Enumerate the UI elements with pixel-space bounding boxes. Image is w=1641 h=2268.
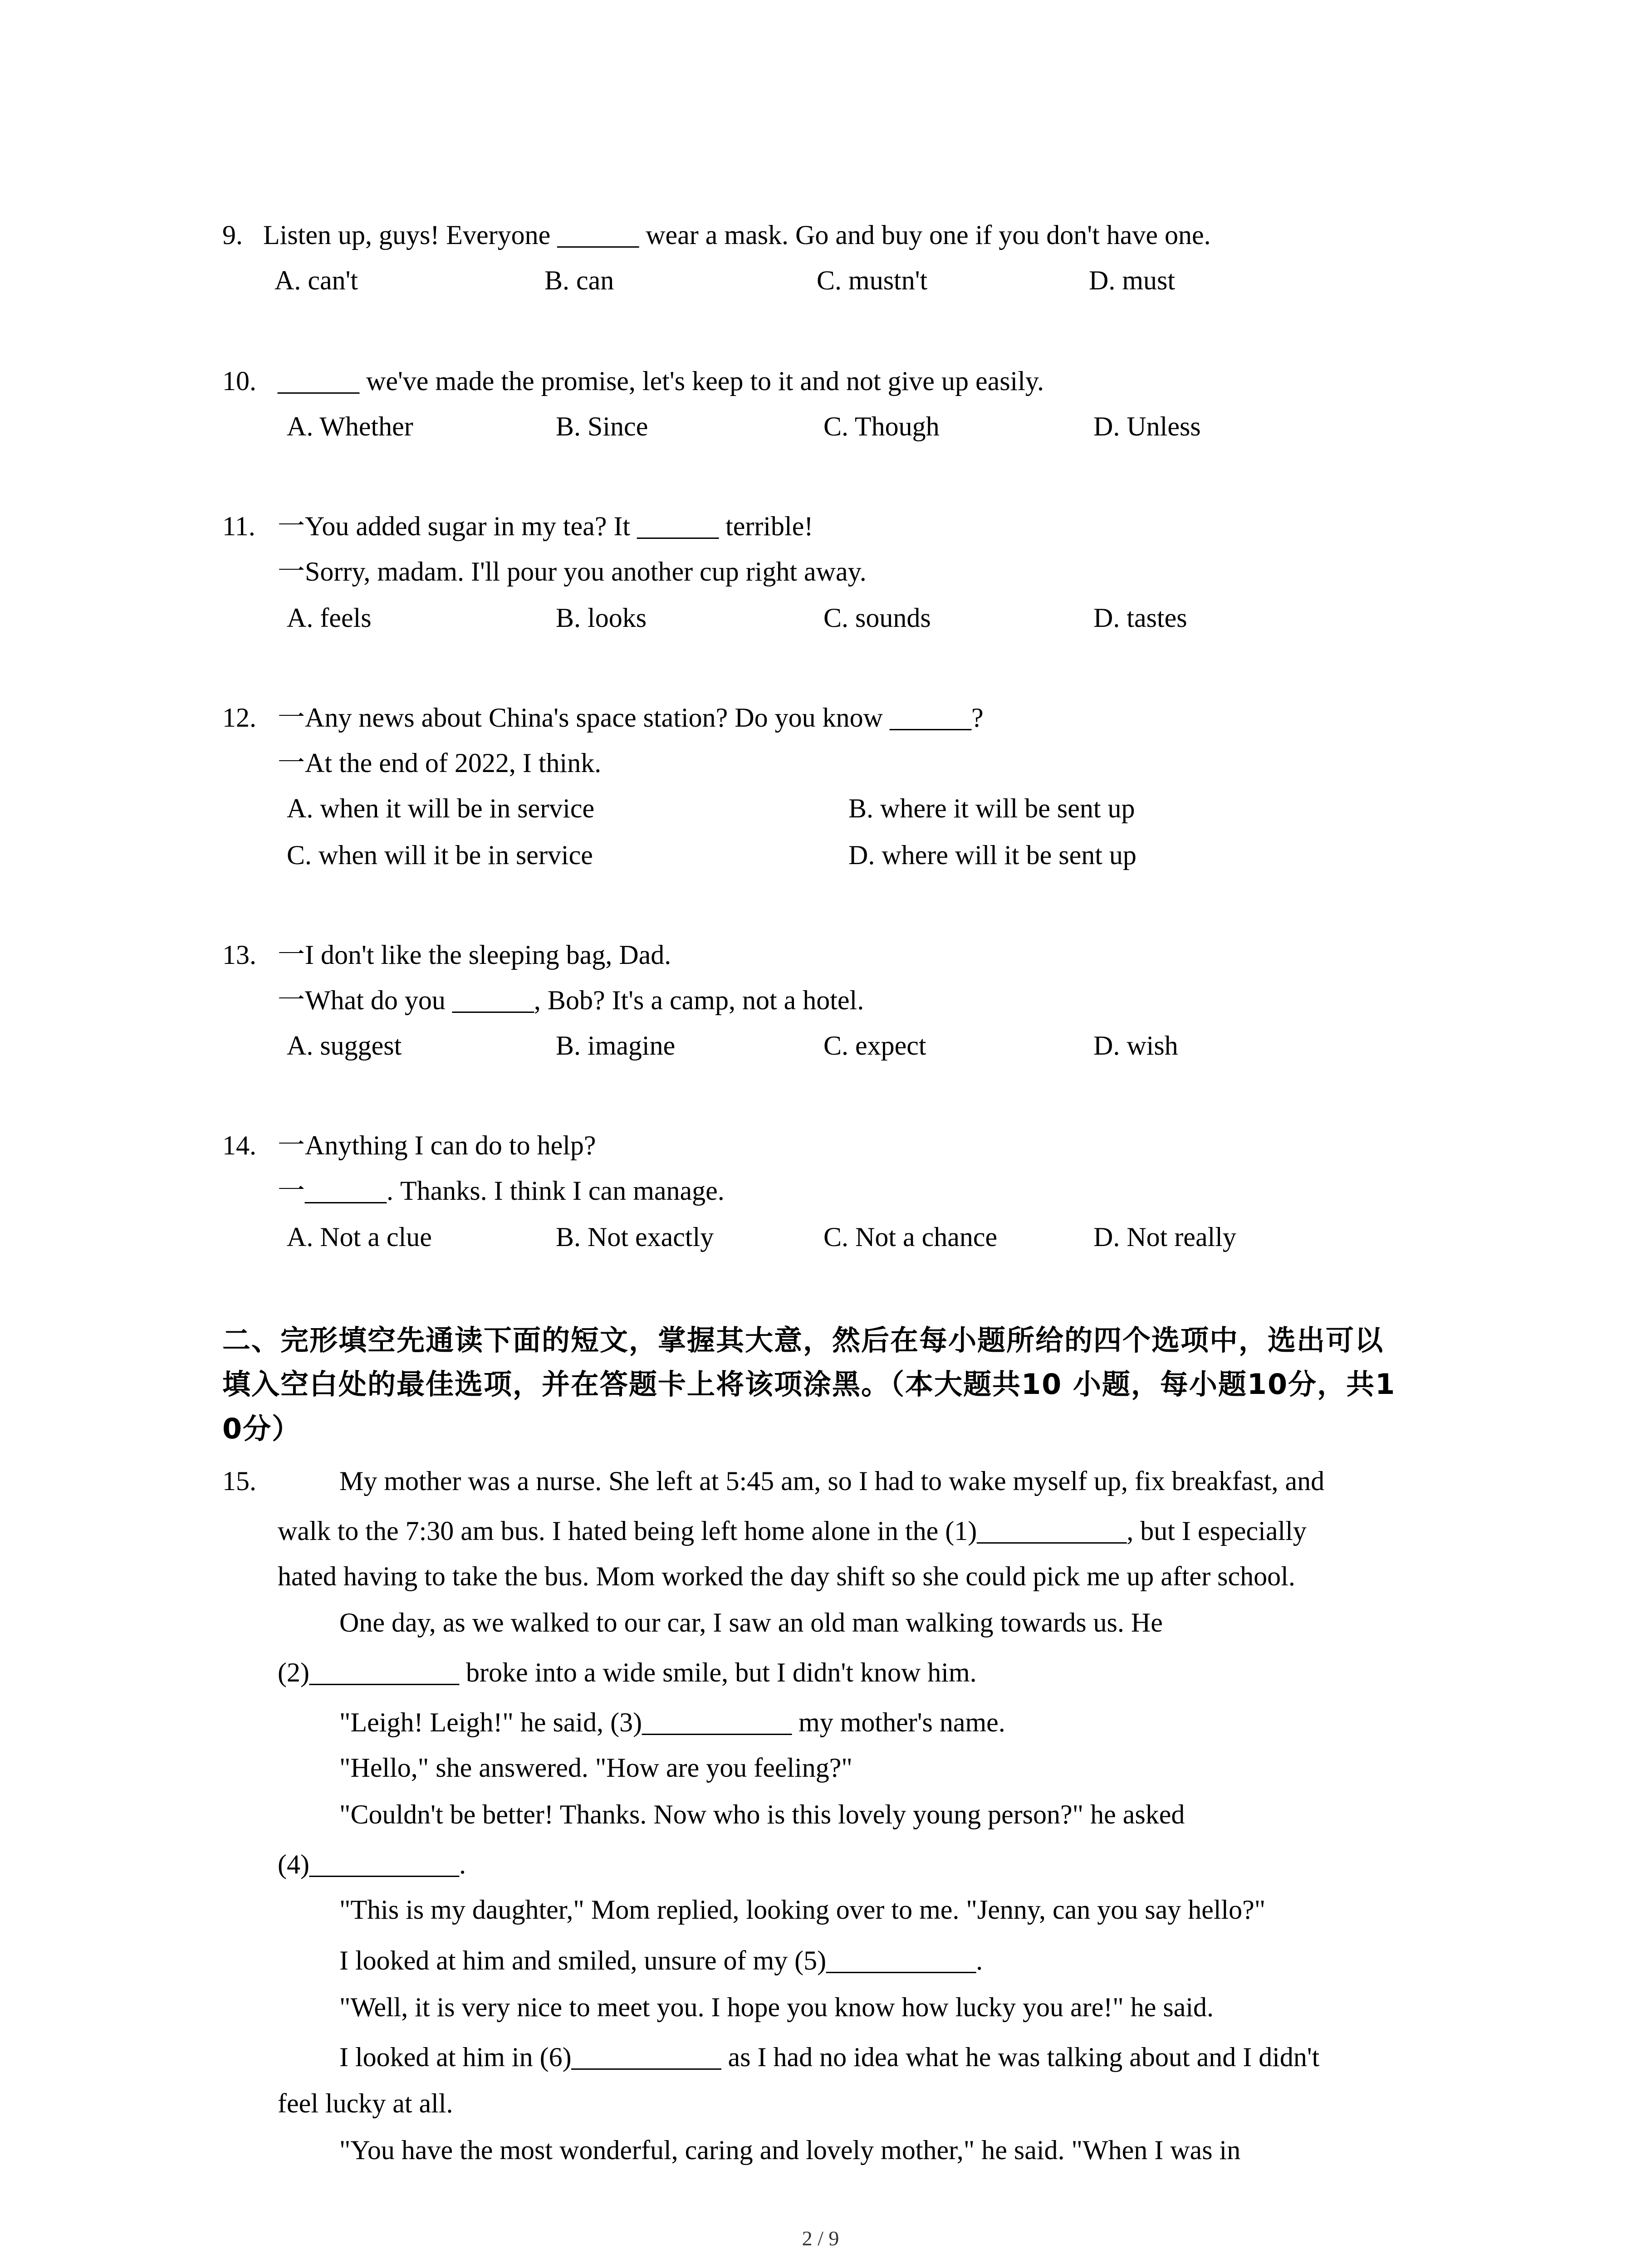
option-b: B. imagine xyxy=(556,1031,676,1061)
passage-line: "Well, it is very nice to meet you. I hope you know how lucky you are!" he said. xyxy=(339,1992,1214,2022)
option-c: C. mustn't xyxy=(817,265,928,295)
passage-line: "Leigh! Leigh!" he said, (3)___________ my mother's name. xyxy=(339,1707,1005,1737)
option-c: C. sounds xyxy=(823,603,931,633)
passage-line: "This is my daughter," Mom replied, looking over to me. "Jenny, can you say hello?" xyxy=(339,1895,1266,1925)
option-d: D. tastes xyxy=(1093,603,1187,633)
option-a: A. feels xyxy=(287,603,372,633)
passage-line: I looked at him and smiled, unsure of my (5)___________. xyxy=(339,1945,983,1975)
option-a: A. when it will be in service xyxy=(287,793,595,823)
option-b: B. can xyxy=(544,265,614,295)
question-stem-line: 一Any news about China's space station? Do you know ______? xyxy=(278,703,984,733)
option-d: D. wish xyxy=(1093,1031,1178,1061)
option-d: D. must xyxy=(1089,265,1176,295)
page-number: 2 / 9 xyxy=(802,2227,839,2250)
option-a: A. suggest xyxy=(287,1031,402,1061)
option-c: C. Not a chance xyxy=(823,1222,998,1252)
passage-line: hated having to take the bus. Mom worked the day shift so she could pick me up after school. xyxy=(278,1561,1295,1591)
question-stem-line: 一What do you ______, Bob? It's a camp, not a hotel. xyxy=(278,985,864,1015)
question-stem-line: 一______. Thanks. I think I can manage. xyxy=(278,1176,725,1206)
section-heading-line: 二、完形填空先通读下面的短文，掌握其大意，然后在每小题所给的四个选项中，选出可以 xyxy=(222,1324,1384,1357)
question-stem-line: 一Sorry, madam. I'll pour you another cup right away. xyxy=(278,557,867,587)
option-b: B. looks xyxy=(556,603,647,633)
section-heading-line: 填入空白处的最佳选项，并在答题卡上将该项涂黑。（本大题共10 小题，每小题10分，共1 xyxy=(222,1368,1396,1401)
option-d: D. Not really xyxy=(1093,1222,1236,1252)
question-stem-line: 一Anything I can do to help? xyxy=(278,1130,596,1160)
question-stem-line: 一You added sugar in my tea? It ______ terrible! xyxy=(278,511,813,541)
question-number: 12. xyxy=(222,703,256,733)
passage-line: (4)___________. xyxy=(278,1849,466,1879)
section-heading-line: 0分） xyxy=(222,1412,301,1445)
question-stem: Listen up, guys! Everyone ______ wear a mask. Go and buy one if you don't have one. xyxy=(263,220,1211,250)
question-number: 15. xyxy=(222,1466,256,1496)
question-number: 10. xyxy=(222,366,256,396)
option-b: B. where it will be sent up xyxy=(848,793,1135,823)
passage-line: "Hello," she answered. "How are you feeling?" xyxy=(339,1753,852,1783)
option-c: C. Though xyxy=(823,411,940,441)
option-a: A. can't xyxy=(274,265,358,295)
question-number: 13. xyxy=(222,940,256,970)
question-number: 11. xyxy=(222,511,255,541)
question-stem-line: 一I don't like the sleeping bag, Dad. xyxy=(278,940,671,970)
option-c: C. expect xyxy=(823,1031,926,1061)
question-number: 9. xyxy=(222,220,243,250)
passage-line: "You have the most wonderful, caring and lovely mother," he said. "When I was in xyxy=(339,2135,1241,2165)
option-c: C. when will it be in service xyxy=(287,840,593,870)
passage-line: I looked at him in (6)___________ as I had no idea what he was talking about and I didn't xyxy=(339,2042,1320,2072)
question-stem: ______ we've made the promise, let's keep to it and not give up easily. xyxy=(278,366,1044,396)
option-a: A. Not a clue xyxy=(287,1222,432,1252)
option-d: D. where will it be sent up xyxy=(848,840,1136,870)
passage-line: walk to the 7:30 am bus. I hated being left home alone in the (1)___________, but I especially xyxy=(278,1516,1307,1546)
passage-line: (2)___________ broke into a wide smile, but I didn't know him. xyxy=(278,1657,977,1687)
option-a: A. Whether xyxy=(287,411,413,441)
option-d: D. Unless xyxy=(1093,411,1201,441)
passage-line: "Couldn't be better! Thanks. Now who is this lovely young person?" he asked xyxy=(339,1799,1185,1829)
option-b: B. Not exactly xyxy=(556,1222,714,1252)
question-number: 14. xyxy=(222,1130,256,1160)
option-b: B. Since xyxy=(556,411,648,441)
passage-line: My mother was a nurse. She left at 5:45 am, so I had to wake myself up, fix breakfast, and xyxy=(339,1466,1325,1496)
question-stem-line: 一At the end of 2022, I think. xyxy=(278,748,602,778)
passage-line: One day, as we walked to our car, I saw an old man walking towards us. He xyxy=(339,1608,1163,1637)
passage-line: feel lucky at all. xyxy=(278,2088,453,2118)
